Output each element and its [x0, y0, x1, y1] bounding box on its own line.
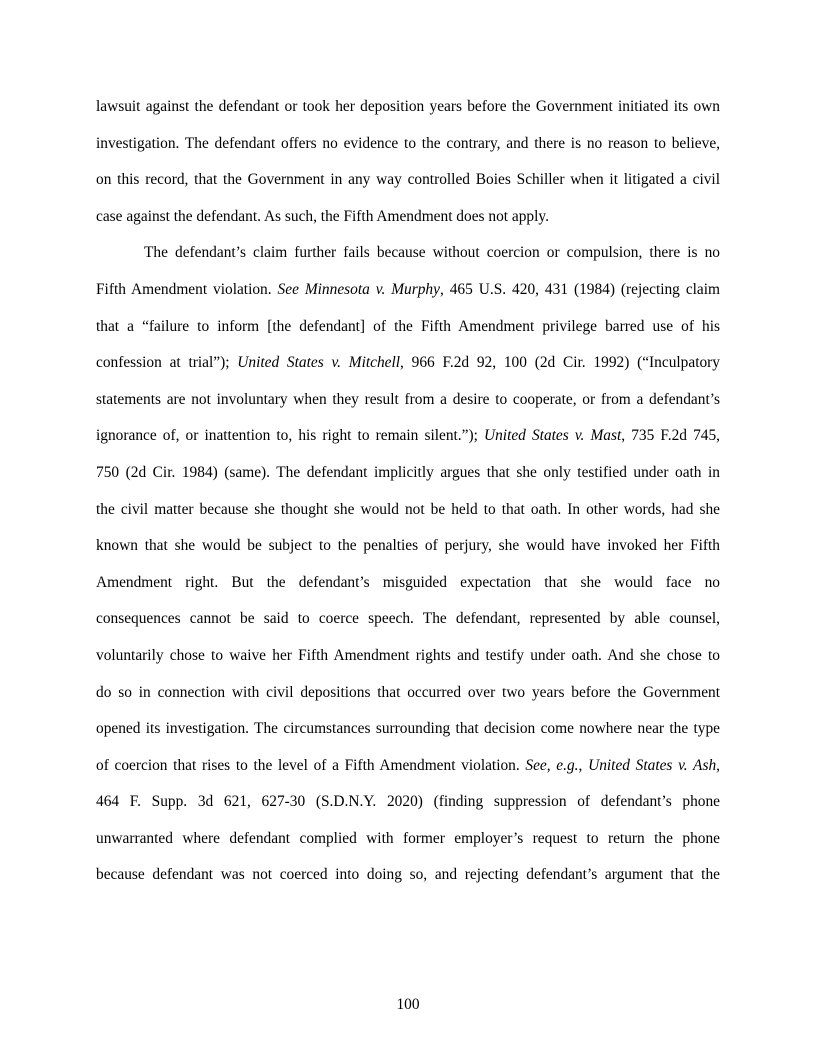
text-line [96, 418, 720, 455]
text-run: , 966 F.2d 92, 100 (2d Cir. 1992) (“Inculpatory [400, 354, 721, 372]
text-line: 750 (2d Cir. 1984) (same). The defendant implicitly argues that she only testified under oath in [96, 463, 720, 481]
text-line: because defendant was not coerced into doing so, and rejecting defendant’s argument that the [96, 866, 720, 884]
case-citation: United States v. Mast [483, 427, 622, 445]
text-line: lawsuit against the defendant or took her deposition years before the Government initiated its own [96, 98, 720, 115]
text-run: of coercion that rises to the level of a Fifth Amendment violation. [96, 756, 526, 774]
text-line: case against the defendant. As such, the Fifth Amendment does not apply. [96, 207, 549, 225]
text-line [96, 345, 720, 382]
text-line: The defendant’s claim further fails because without coercion or compulsion, there is no [144, 244, 720, 262]
case-citation: United States v. Mitchell [237, 354, 401, 372]
page-number: 100 [396, 996, 420, 1013]
text-run: ignorance of, or inattention to, his right to remain silent.”); [96, 427, 484, 445]
text-line: 464 F. Supp. 3d 621, 627-30 (S.D.N.Y. 2020) (finding suppression of defendant’s phone [96, 793, 720, 811]
text-line: unwarranted where defendant complied with former employer’s request to return the phone [96, 829, 720, 847]
text-line: Amendment right. But the defendant’s misguided expectation that she would face no [96, 573, 720, 591]
case-citation: See Minnesota v. Murphy [277, 280, 440, 298]
text-run: , 735 F.2d 745, [621, 427, 721, 445]
text-line: statements are not involuntary when they result from a desire to cooperate, or from a defendant’s [96, 390, 720, 408]
text-run: confession at trial”); [96, 354, 238, 372]
document-body [96, 89, 720, 894]
text-run: Fifth Amendment violation. [96, 280, 278, 298]
text-line [96, 748, 720, 785]
text-line: voluntarily chose to waive her Fifth Amendment rights and testify under oath. And she chose to [96, 646, 720, 664]
text-line: on this record, that the Government in any way controlled Boies Schiller when it litigated a civil [96, 171, 720, 189]
text-line [96, 272, 720, 309]
text-line: do so in connection with civil depositions that occurred over two years before the Government [96, 683, 720, 701]
text-line: that a “failure to inform [the defendant] of the Fifth Amendment privilege barred use of his [96, 317, 720, 335]
text-line: consequences cannot be said to coerce speech. The defendant, represented by able counsel, [96, 610, 720, 628]
text-line: the civil matter because she thought she would not be held to that oath. In other words, had she [96, 500, 720, 518]
text-line: opened its investigation. The circumstances surrounding that decision come nowhere near the type [96, 720, 720, 738]
text-line: investigation. The defendant offers no evidence to the contrary, and there is no reason to believe, [96, 134, 720, 152]
text-run: , 465 U.S. 420, 431 (1984) (rejecting claim [439, 280, 721, 298]
signal-citation: See, e.g. [525, 756, 579, 774]
text-line: known that she would be subject to the penalties of perjury, she would have invoked her Fifth [96, 537, 720, 555]
text-run: , [716, 756, 720, 774]
text-run: , [578, 756, 589, 774]
case-citation: United States v. Ash [588, 756, 717, 774]
